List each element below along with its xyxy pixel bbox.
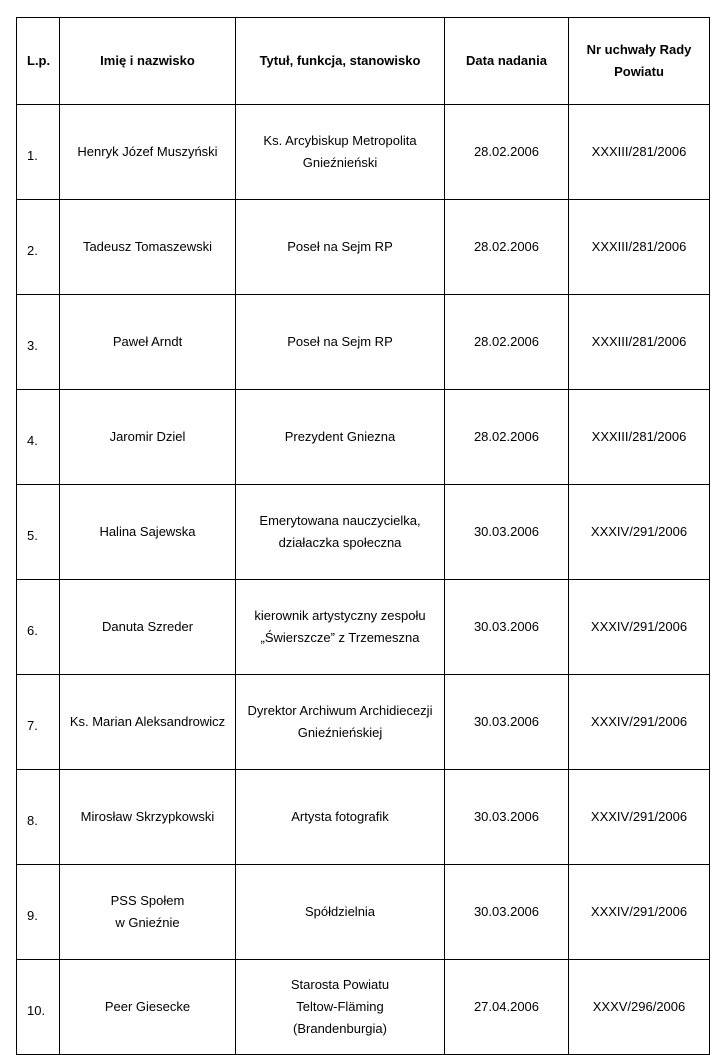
row-resolution: XXXIII/281/2006 bbox=[569, 105, 710, 200]
row-date: 28.02.2006 bbox=[445, 105, 569, 200]
row-title: kierownik artystyczny zespołu „Świerszcze” z Trzemeszna bbox=[236, 580, 445, 675]
row-resolution: XXXIV/291/2006 bbox=[569, 485, 710, 580]
row-name: Tadeusz Tomaszewski bbox=[60, 200, 236, 295]
row-title: Dyrektor Archiwum Archidiecezji Gnieźnieńskiej bbox=[236, 675, 445, 770]
row-date: 28.02.2006 bbox=[445, 295, 569, 390]
row-lp: 5. bbox=[17, 485, 60, 580]
table-row bbox=[17, 675, 710, 770]
row-name: Peer Giesecke bbox=[60, 960, 236, 1055]
table-row bbox=[17, 865, 710, 960]
row-resolution: XXXIV/291/2006 bbox=[569, 770, 710, 865]
row-lp: 8. bbox=[17, 770, 60, 865]
row-name: Ks. Marian Aleksandrowicz bbox=[60, 675, 236, 770]
header-title: Tytuł, funkcja, stanowisko bbox=[236, 18, 445, 105]
row-name: Henryk Józef Muszyński bbox=[60, 105, 236, 200]
row-date: 27.04.2006 bbox=[445, 960, 569, 1055]
row-date: 30.03.2006 bbox=[445, 770, 569, 865]
row-title: Prezydent Gniezna bbox=[236, 390, 445, 485]
row-name: Halina Sajewska bbox=[60, 485, 236, 580]
table-row bbox=[17, 200, 710, 295]
row-title: Poseł na Sejm RP bbox=[236, 200, 445, 295]
row-lp: 9. bbox=[17, 865, 60, 960]
honorary-citizens-table bbox=[16, 17, 710, 1055]
row-title: Ks. Arcybiskup Metropolita Gnieźnieński bbox=[236, 105, 445, 200]
table-row bbox=[17, 960, 710, 1055]
row-resolution: XXXIII/281/2006 bbox=[569, 295, 710, 390]
row-lp: 6. bbox=[17, 580, 60, 675]
table-row bbox=[17, 390, 710, 485]
row-date: 30.03.2006 bbox=[445, 580, 569, 675]
row-date: 28.02.2006 bbox=[445, 200, 569, 295]
table-row bbox=[17, 485, 710, 580]
table-header-row bbox=[17, 18, 710, 105]
row-name: Jaromir Dziel bbox=[60, 390, 236, 485]
row-resolution: XXXIV/291/2006 bbox=[569, 675, 710, 770]
row-lp: 3. bbox=[17, 295, 60, 390]
row-resolution: XXXIV/291/2006 bbox=[569, 865, 710, 960]
row-date: 30.03.2006 bbox=[445, 865, 569, 960]
header-date: Data nadania bbox=[445, 18, 569, 105]
row-lp: 4. bbox=[17, 390, 60, 485]
table-row bbox=[17, 770, 710, 865]
row-resolution: XXXIII/281/2006 bbox=[569, 200, 710, 295]
row-date: 30.03.2006 bbox=[445, 485, 569, 580]
row-title: Spółdzielnia bbox=[236, 865, 445, 960]
row-resolution: XXXV/296/2006 bbox=[569, 960, 710, 1055]
row-title: Emerytowana nauczycielka, działaczka społeczna bbox=[236, 485, 445, 580]
row-lp: 1. bbox=[17, 105, 60, 200]
row-date: 28.02.2006 bbox=[445, 390, 569, 485]
row-title: Poseł na Sejm RP bbox=[236, 295, 445, 390]
table-row bbox=[17, 295, 710, 390]
table-row bbox=[17, 580, 710, 675]
row-lp: 2. bbox=[17, 200, 60, 295]
row-title: Starosta Powiatu Teltow-Fläming (Brandenburgia) bbox=[236, 960, 445, 1055]
row-date: 30.03.2006 bbox=[445, 675, 569, 770]
table-row bbox=[17, 105, 710, 200]
row-name: Paweł Arndt bbox=[60, 295, 236, 390]
row-name: PSS Społem w Gnieźnie bbox=[60, 865, 236, 960]
row-title: Artysta fotografik bbox=[236, 770, 445, 865]
row-resolution: XXXIII/281/2006 bbox=[569, 390, 710, 485]
header-resolution: Nr uchwały Rady Powiatu bbox=[569, 18, 710, 105]
row-lp: 7. bbox=[17, 675, 60, 770]
row-name: Mirosław Skrzypkowski bbox=[60, 770, 236, 865]
row-name: Danuta Szreder bbox=[60, 580, 236, 675]
header-name: Imię i nazwisko bbox=[60, 18, 236, 105]
header-lp: L.p. bbox=[17, 18, 60, 105]
row-resolution: XXXIV/291/2006 bbox=[569, 580, 710, 675]
row-lp: 10. bbox=[17, 960, 60, 1055]
